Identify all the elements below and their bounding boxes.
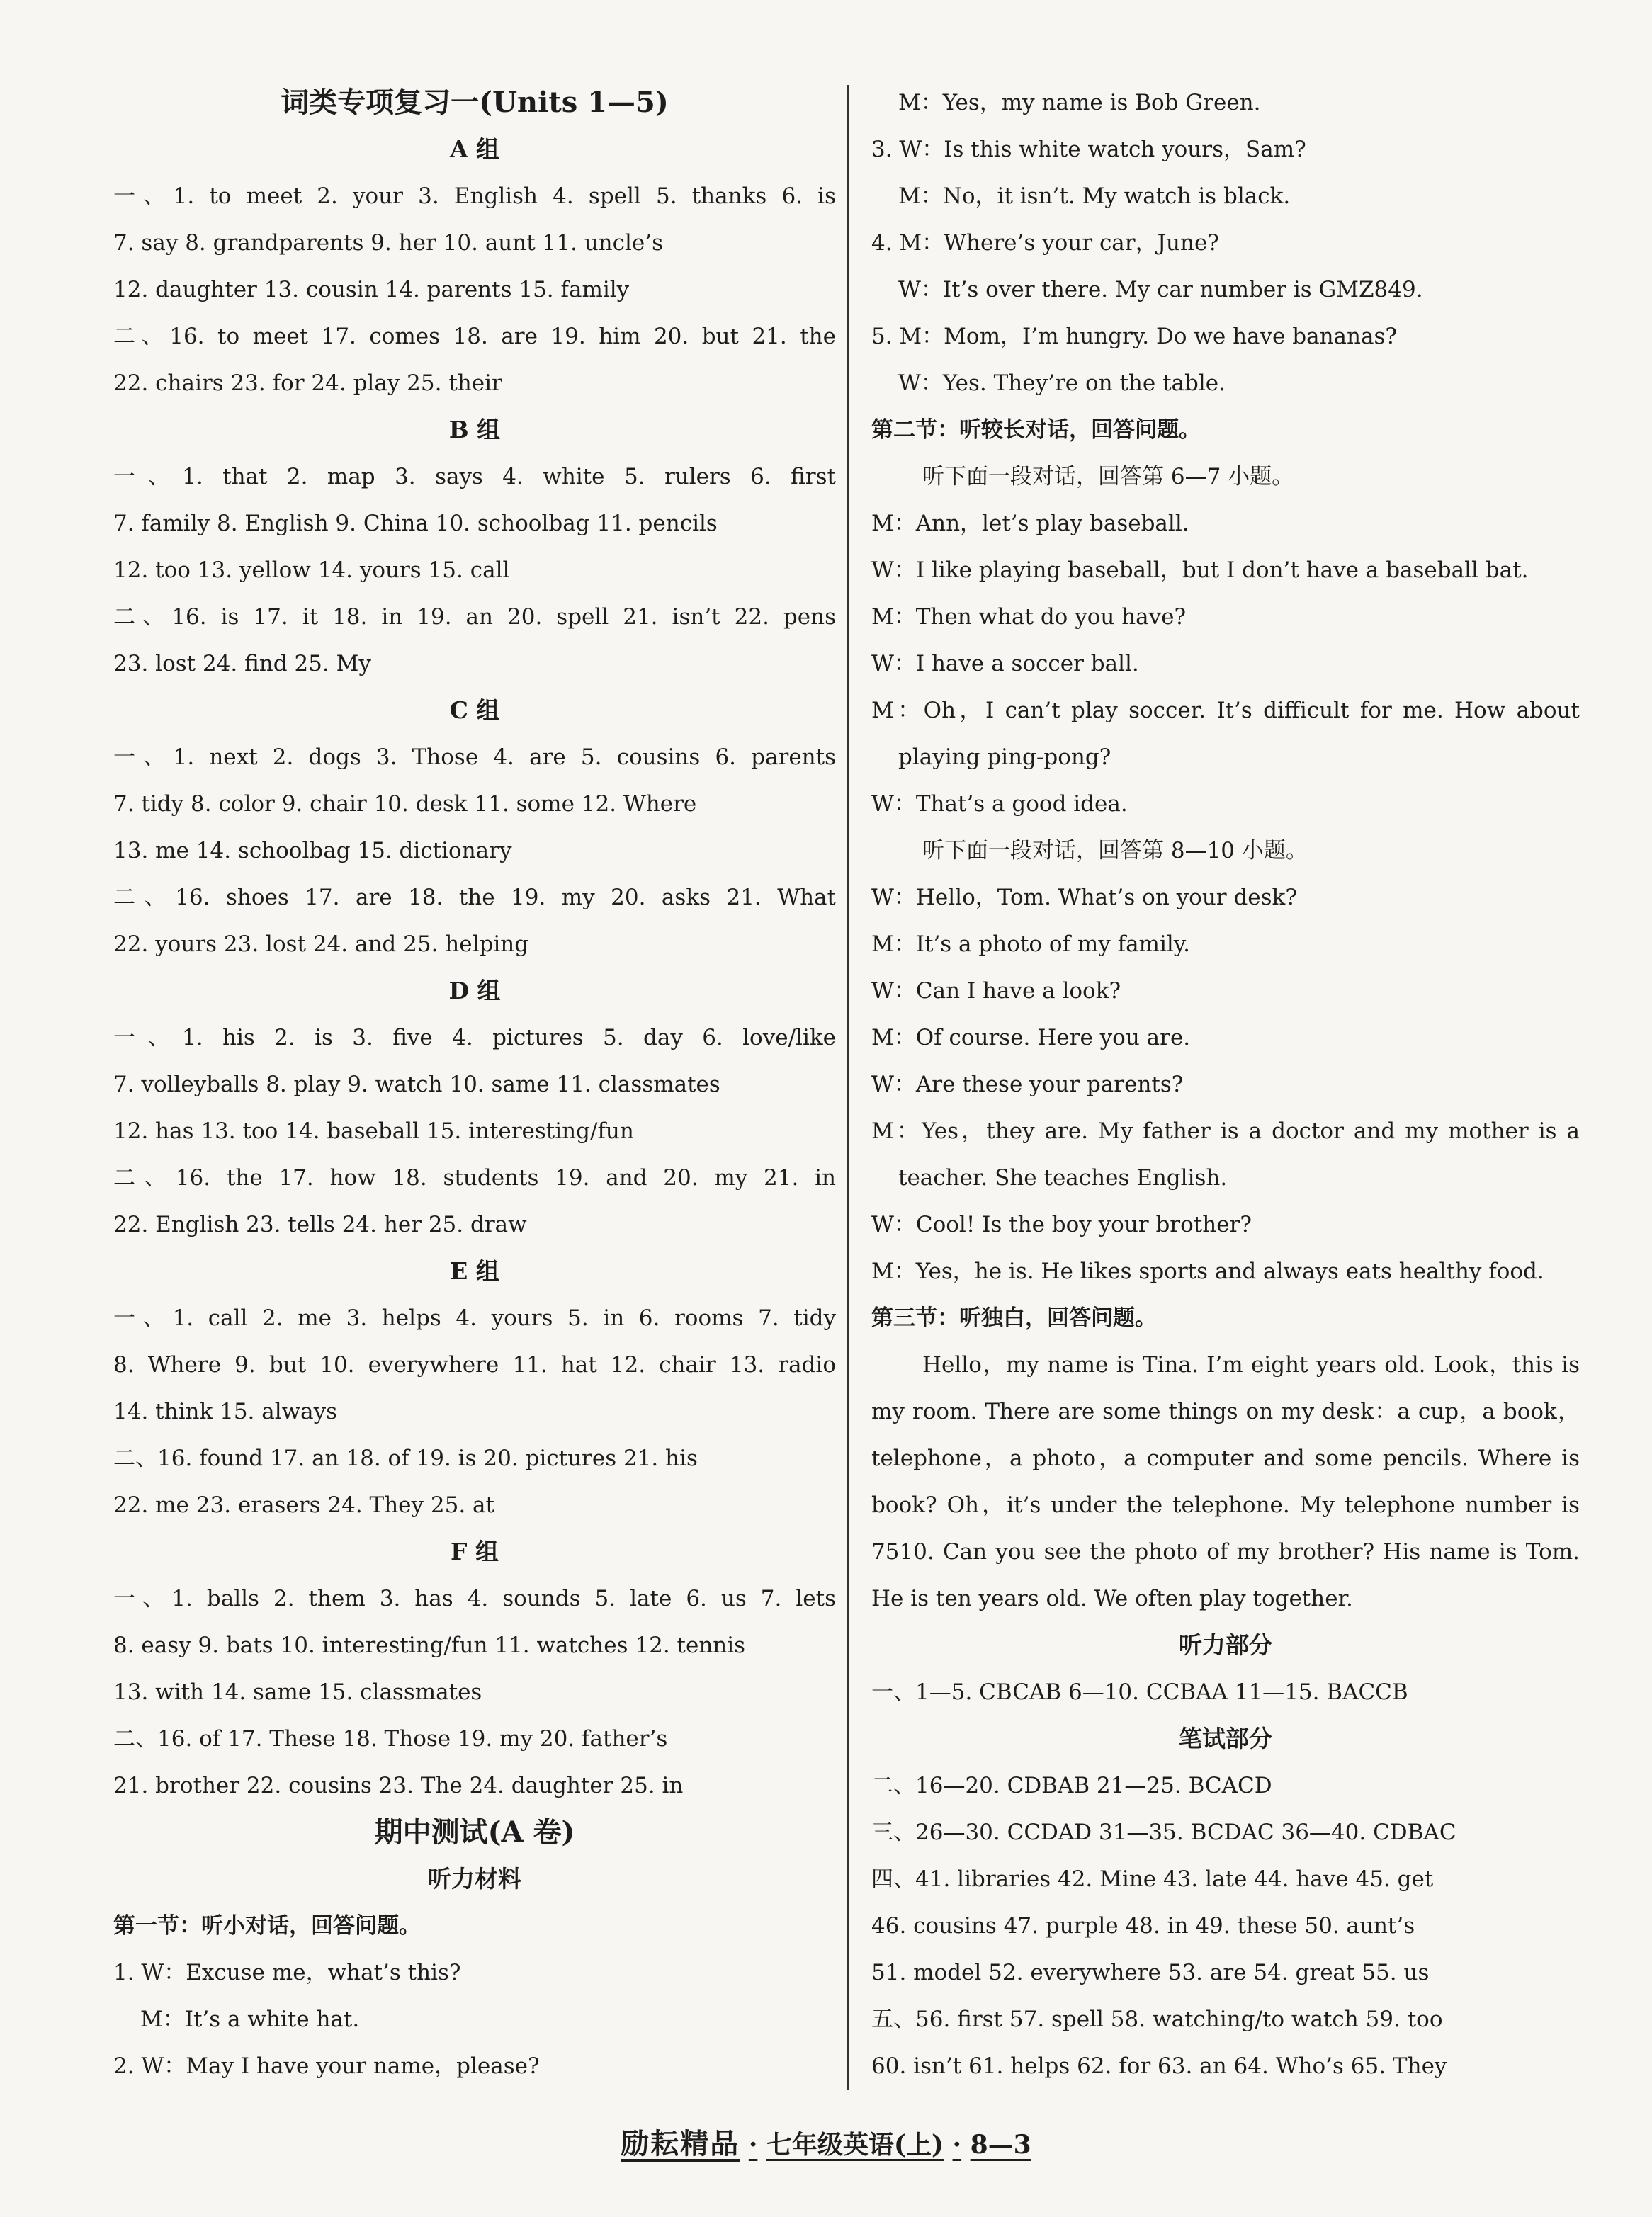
page-title: 词类专项复习一(Units 1—5): [281, 86, 669, 119]
written-part-heading: 笔试部分: [1179, 1725, 1272, 1752]
answer-line: 五、56. first 57. spell 58. watching/to watch 59. too: [871, 2007, 1443, 2032]
answer-line: 7. volleyballs 8. play 9. watch 10. same 11. classmates: [113, 1072, 720, 1097]
dialogue-line: 3. W：Is this white watch yours，Sam?: [871, 137, 1306, 162]
dialogue-line: W：I like playing baseball，but I don’t have a baseball bat.: [871, 557, 1529, 583]
dialogue-line: W：That’s a good idea.: [871, 791, 1128, 817]
answer-line: 51. model 52. everywhere 53. are 54. great 55. us: [871, 1960, 1430, 1985]
dialogue-line: M：Then what do you have?: [871, 604, 1187, 630]
dialogue-line: W：Hello，Tom. What’s on your desk?: [871, 885, 1297, 910]
listening-material-heading: 听力材料: [428, 1865, 521, 1893]
answer-line: 一、1. balls 2. them 3. has 4. sounds 5. late 6. us 7. lets: [113, 1586, 836, 1611]
left-column: [113, 79, 836, 2090]
dialogue-line: teacher. She teaches English.: [898, 1165, 1228, 1191]
answer-line: 一、1. that 2. map 3. says 4. white 5. rulers 6. first: [113, 464, 836, 489]
group-d-heading: D 组: [448, 977, 501, 1004]
answer-line: 二、16. of 17. These 18. Those 19. my 20. father’s: [113, 1726, 668, 1752]
answer-line: 二、16—20. CDBAB 21—25. BCACD: [871, 1773, 1272, 1798]
answer-line: 二、16. the 17. how 18. students 19. and 20. my 21. in: [113, 1165, 836, 1191]
group-e-heading: E 组: [450, 1257, 499, 1285]
answer-line: 21. brother 22. cousins 23. The 24. daughter 25. in: [113, 1773, 684, 1798]
answer-line: 22. chairs 23. for 24. play 25. their: [113, 370, 502, 396]
instruction-line: 听下面一段对话，回答第 6—7 小题。: [922, 464, 1294, 489]
answer-line: 60. isn’t 61. helps 62. for 63. an 64. Who’s 65. They: [871, 2053, 1447, 2079]
answer-line: 7. say 8. grandparents 9. her 10. aunt 11. uncle’s: [113, 230, 664, 256]
dialogue-line: 1. W：Excuse me，what’s this?: [113, 1960, 461, 1985]
dialogue-line: 4. M：Where’s your car，June?: [871, 230, 1219, 256]
footer-page-number: 8—3: [970, 2130, 1031, 2160]
monologue-line: my room. There are some things on my desk：a cup，a book，: [871, 1399, 1580, 1424]
answer-line: 23. lost 24. find 25. My: [113, 651, 371, 676]
answer-line: 三、26—30. CCDAD 31—35. BCDAC 36—40. CDBAC: [871, 1820, 1456, 1845]
section-heading: 第一节：听小对话，回答问题。: [113, 1913, 421, 1939]
dialogue-line: playing ping-pong?: [898, 744, 1111, 770]
group-a-heading: A 组: [449, 135, 500, 163]
group-b-heading: B 组: [448, 416, 501, 443]
page-footer: [0, 2121, 1652, 2162]
dialogue-line: M：Yes，my name is Bob Green.: [898, 90, 1261, 115]
dialogue-line: M：Ann，let’s play baseball.: [871, 511, 1189, 536]
dialogue-line: M：Of course. Here you are.: [871, 1025, 1191, 1050]
dialogue-line: W：Can I have a look?: [871, 978, 1121, 1004]
answer-line: 12. has 13. too 14. baseball 15. interesting/fun: [113, 1118, 634, 1144]
footer-brand: 励耘精品: [621, 2127, 740, 2160]
dialogue-line: M：It’s a white hat.: [140, 2007, 360, 2032]
answer-line: 46. cousins 47. purple 48. in 49. these 50. aunt’s: [871, 1913, 1415, 1939]
answer-line: 22. yours 23. lost 24. and 25. helping: [113, 931, 529, 957]
footer-separator: ·: [952, 2130, 962, 2160]
answer-line: 22. English 23. tells 24. her 25. draw: [113, 1212, 527, 1237]
dialogue-line: W：I have a soccer ball.: [871, 651, 1139, 676]
group-f-heading: F 组: [451, 1538, 499, 1565]
answer-line: 一、1—5. CBCAB 6—10. CCBAA 11—15. BACCB: [871, 1679, 1408, 1705]
answer-line: 8. easy 9. bats 10. interesting/fun 11. watches 12. tennis: [113, 1633, 746, 1658]
monologue-line: book? Oh，it’s under the telephone. My telephone number is: [871, 1492, 1580, 1518]
answer-line: 12. daughter 13. cousin 14. parents 15. family: [113, 277, 630, 302]
answer-line: 12. too 13. yellow 14. yours 15. call: [113, 557, 510, 583]
midterm-title: 期中测试(A 卷): [374, 1815, 575, 1849]
answer-line: 一、1. his 2. is 3. five 4. pictures 5. day 6. love/like: [113, 1025, 836, 1050]
monologue-line: 7510. Can you see the photo of my brother? His name is Tom.: [871, 1539, 1580, 1565]
listening-part-heading: 听力部分: [1179, 1631, 1272, 1659]
dialogue-line: W：Cool! Is the boy your brother?: [871, 1212, 1252, 1237]
section-heading: 第二节：听较长对话，回答问题。: [871, 417, 1201, 443]
answer-line: 一、1. to meet 2. your 3. English 4. spell 5. thanks 6. is: [113, 183, 836, 209]
monologue-line: Hello，my name is Tina. I’m eight years old. Look，this is: [922, 1352, 1580, 1378]
answer-line: 7. family 8. English 9. China 10. schoolbag 11. pencils: [113, 511, 718, 536]
group-c-heading: C 组: [449, 696, 500, 724]
column-divider: [847, 85, 849, 2090]
dialogue-line: M：Oh，I can’t play soccer. It’s difficult for me. How about: [871, 698, 1580, 723]
dialogue-line: W：It’s over there. My car number is GMZ849.: [898, 277, 1423, 302]
dialogue-line: M：No，it isn’t. My watch is black.: [898, 183, 1291, 209]
dialogue-line: 2. W：May I have your name，please?: [113, 2053, 540, 2079]
answer-line: 8. Where 9. but 10. everywhere 11. hat 12. chair 13. radio: [113, 1352, 836, 1378]
monologue-line: He is ten years old. We often play together.: [871, 1586, 1353, 1611]
footer-separator: ·: [748, 2130, 758, 2160]
dialogue-line: 5. M：Mom，I’m hungry. Do we have bananas?: [871, 324, 1398, 349]
dialogue-line: M：Yes，they are. My father is a doctor and my mother is a: [871, 1118, 1580, 1144]
answer-line: 二、16. shoes 17. are 18. the 19. my 20. asks 21. What: [113, 885, 836, 910]
answer-line: 22. me 23. erasers 24. They 25. at: [113, 1492, 494, 1518]
monologue-line: telephone，a photo，a computer and some pencils. Where is: [871, 1446, 1580, 1471]
answer-line: 14. think 15. always: [113, 1399, 338, 1424]
dialogue-line: W：Are these your parents?: [871, 1072, 1184, 1097]
dialogue-line: W：Yes. They’re on the table.: [898, 370, 1226, 396]
dialogue-line: M：It’s a photo of my family.: [871, 931, 1191, 957]
answer-line: 7. tidy 8. color 9. chair 10. desk 11. some 12. Where: [113, 791, 697, 817]
section-heading: 第三节：听独白，回答问题。: [871, 1305, 1157, 1331]
answer-line: 四、41. libraries 42. Mine 43. late 44. have 45. get: [871, 1866, 1434, 1892]
right-column: [871, 79, 1580, 2090]
answer-line: 二、16. to meet 17. comes 18. are 19. him 20. but 21. the: [113, 324, 836, 349]
answer-line: 13. me 14. schoolbag 15. dictionary: [113, 838, 512, 863]
dialogue-line: M：Yes，he is. He likes sports and always eats healthy food.: [871, 1259, 1544, 1284]
answer-line: 二、16. found 17. an 18. of 19. is 20. pictures 21. his: [113, 1446, 698, 1471]
answer-line: 13. with 14. same 15. classmates: [113, 1679, 482, 1705]
instruction-line: 听下面一段对话，回答第 8—10 小题。: [922, 838, 1308, 863]
answer-line: 二、16. is 17. it 18. in 19. an 20. spell 21. isn’t 22. pens: [113, 604, 836, 630]
answer-line: 一、1. call 2. me 3. helps 4. yours 5. in 6. rooms 7. tidy: [113, 1305, 836, 1331]
footer-book-title: 七年级英语(上): [766, 2130, 944, 2160]
answer-line: 一、1. next 2. dogs 3. Those 4. are 5. cousins 6. parents: [113, 744, 836, 770]
